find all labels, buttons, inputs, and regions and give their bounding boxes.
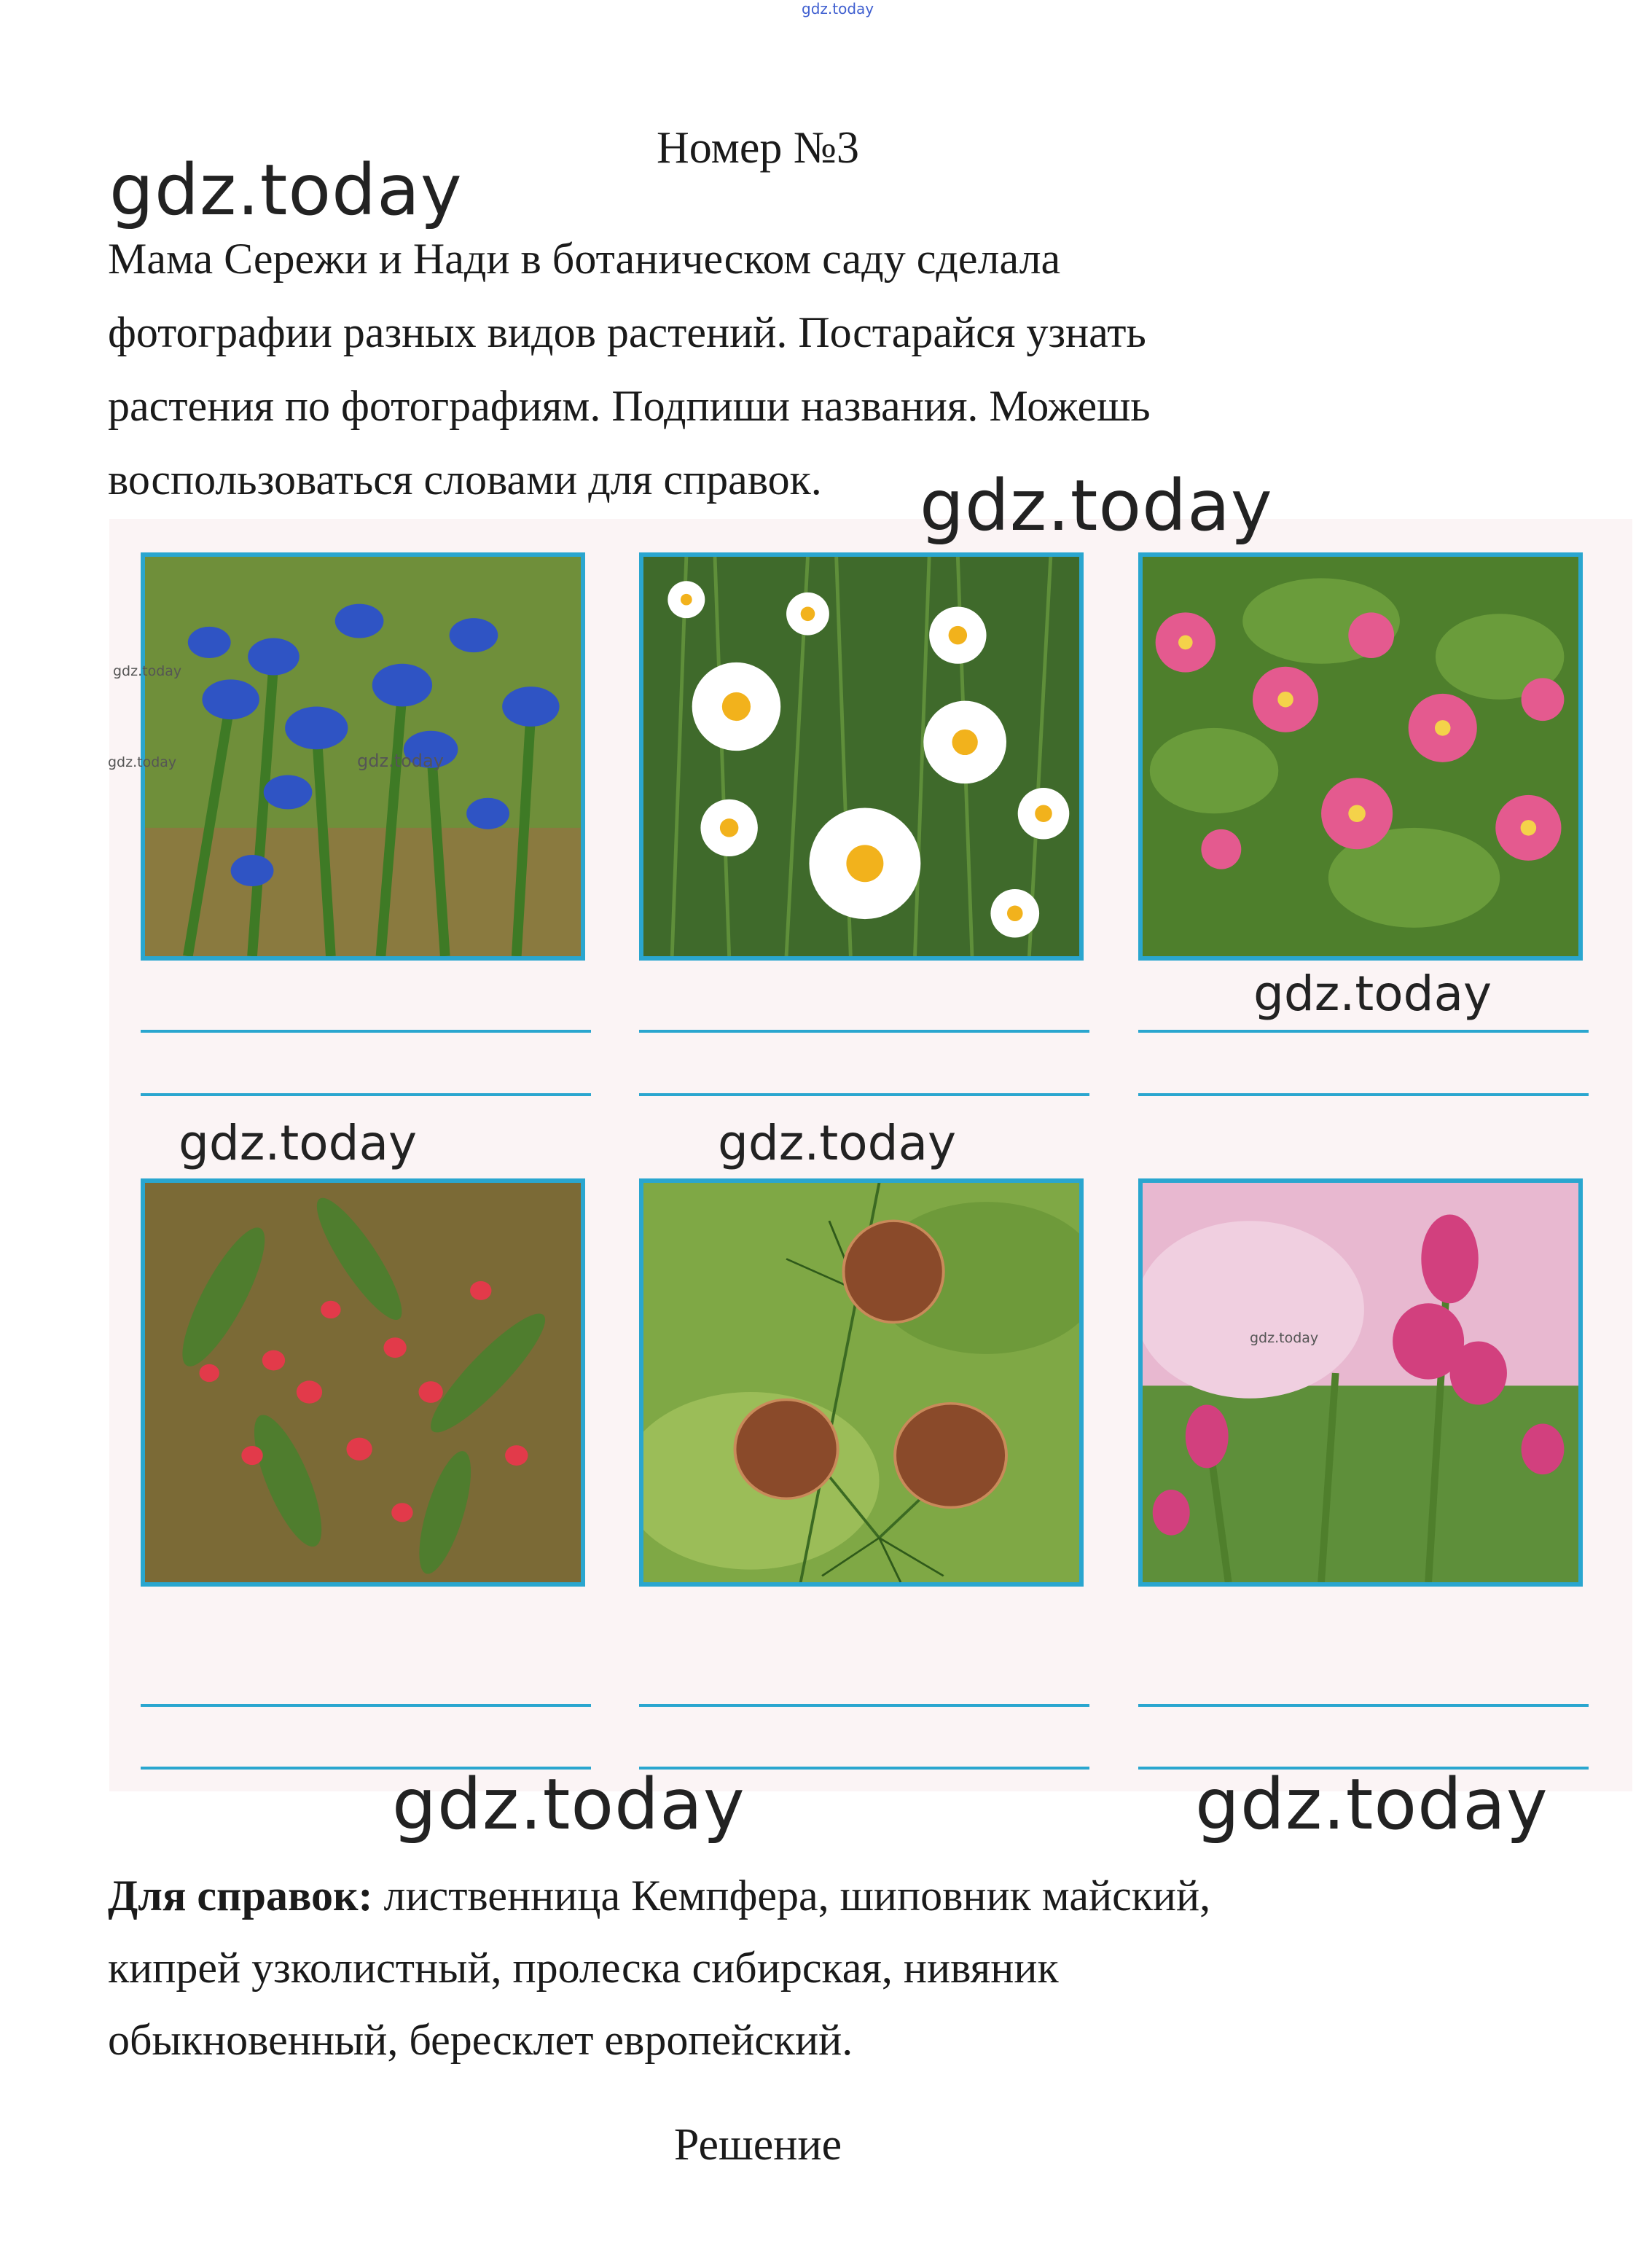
watermark-top: gdz.today (802, 0, 874, 17)
reference-line-2: кипрей узколистный, пролеска сибирская, нивяник (108, 1944, 1059, 1992)
page-title: Номер №3 (656, 123, 859, 173)
answer-line (141, 1030, 591, 1033)
answer-line (639, 1030, 1089, 1033)
reference-line-1: лиственница Кемпфера, шиповник майский, (372, 1872, 1211, 1920)
task-line-4: воспользоваться словами для справок. (108, 455, 822, 504)
answer-line (1138, 1093, 1589, 1096)
answer-line (639, 1093, 1089, 1096)
answer-line (141, 1093, 591, 1096)
watermark-7: gdz.today (1195, 1764, 1549, 1845)
watermark-3: gdz.today (1253, 966, 1492, 1022)
watermark-tiny-3: gdz.today (357, 751, 444, 771)
watermark-tiny-2: gdz.today (108, 754, 177, 770)
task-line-3: растения по фотографиям. Подпиши названия. Можешь (108, 382, 1151, 430)
reference-text (108, 1860, 1492, 2076)
watermark-4: gdz.today (179, 1115, 418, 1171)
larch-cones-photo (639, 1178, 1084, 1587)
fireweed-photo (1138, 1178, 1583, 1587)
watermark-tiny-4: gdz.today (1250, 1330, 1319, 1346)
task-line-1: Мама Сережи и Нади в ботаническом саду сделала (108, 235, 1061, 283)
solution-heading: Решение (673, 2120, 842, 2170)
wild-rose-photo (1138, 552, 1583, 961)
watermark-1: gdz.today (109, 149, 463, 231)
daisy-flowers-photo (639, 552, 1084, 961)
reference-label: Для справок: (108, 1872, 373, 1920)
answer-line (141, 1704, 591, 1707)
answer-line (639, 1704, 1089, 1707)
euonymus-berries-photo (141, 1178, 585, 1587)
reference-line-3: обыкновенный, бересклет европейский. (108, 2016, 853, 2064)
watermark-2: gdz.today (920, 465, 1273, 547)
answer-line (1138, 1704, 1589, 1707)
watermark-tiny-1: gdz.today (113, 663, 182, 679)
answer-line (1138, 1030, 1589, 1033)
task-line-2: фотографии разных видов растений. Постарайся узнать (108, 308, 1146, 356)
watermark-6: gdz.today (392, 1764, 745, 1845)
watermark-5: gdz.today (718, 1115, 957, 1171)
